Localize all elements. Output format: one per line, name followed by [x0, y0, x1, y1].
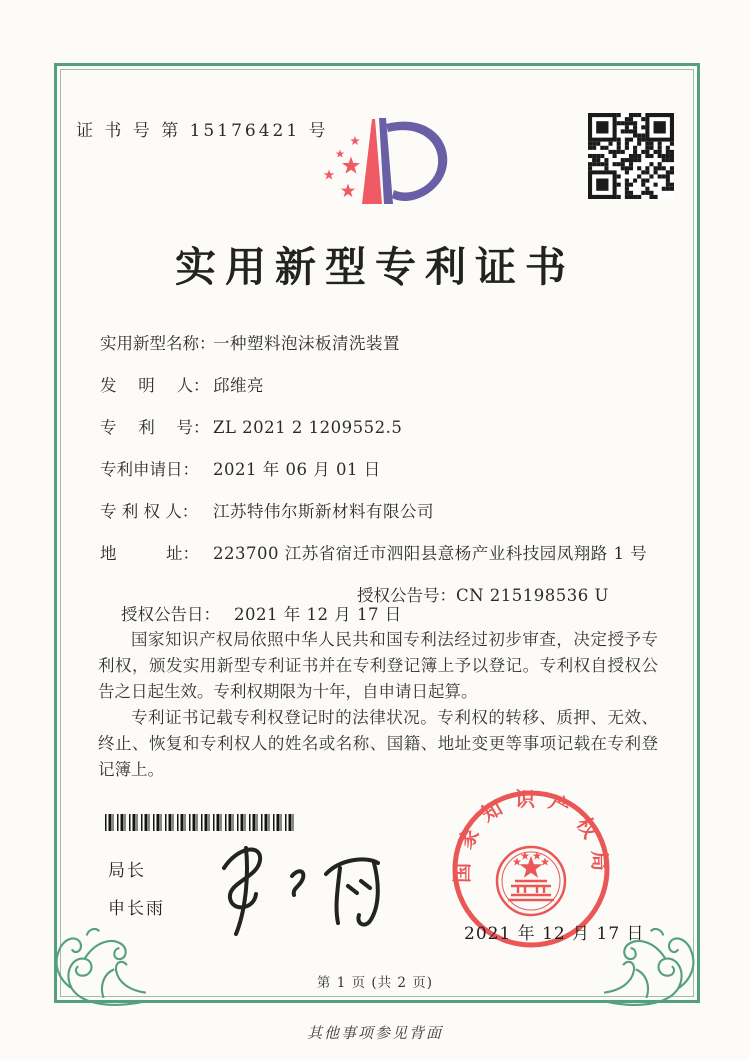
field-row-address — [100, 540, 660, 582]
corner-ornament-right — [604, 927, 710, 1017]
field-row-inventor — [100, 372, 660, 414]
director-signature — [208, 838, 403, 938]
director-name: 申长雨 — [108, 899, 165, 919]
field-row-name — [100, 330, 660, 372]
cnipa-logo-icon — [298, 110, 460, 220]
field-label: 专 利 权 人： — [100, 502, 199, 521]
field-list — [100, 330, 660, 624]
field-label: 地 址： — [100, 544, 199, 563]
field-value: 2021 年 12 月 17 日 — [233, 605, 402, 624]
field-label: 发 明 人： — [100, 376, 210, 395]
field-value: 2021 年 06 月 01 日 — [213, 460, 381, 479]
field-row-filing-date — [100, 456, 660, 498]
field-label: 实用新型名称： — [100, 334, 216, 353]
field-row-patent-no — [100, 414, 660, 456]
seal-date: 2021 年 12 月 17 日 — [464, 924, 645, 944]
legal-text — [98, 627, 658, 783]
field-value: 江苏特伟尔斯新材料有限公司 — [213, 502, 434, 521]
field-row-grant — [100, 582, 660, 624]
field-value: 223700 江苏省宿迁市泗阳县意杨产业科技园凤翔路 1 号 — [213, 544, 648, 563]
legal-paragraph: 专利证书记载专利权登记时的法律状况。专利权的转移、质押、无效、终止、恢复和专利权人的姓名或名称、国籍、地址变更等事项记载在专利登记簿上。 — [98, 708, 658, 779]
director-block — [108, 856, 165, 932]
field-value: 一种塑料泡沫板清洗装置 — [213, 334, 400, 353]
field-row-patentee — [100, 498, 660, 540]
barcode — [105, 814, 296, 831]
legal-paragraph: 国家知识产权局依照中华人民共和国专利法经过初步审查，决定授予专利权，颁发实用新型专利证书并在专利登记簿上予以登记。专利权自授权公告之日起生效。专利权期限为十年，自申请日起算。 — [98, 630, 658, 701]
field-label: 专 利 号： — [100, 418, 210, 437]
corner-ornament-left — [40, 927, 146, 1017]
director-title: 局长 — [108, 861, 146, 881]
field-value: 邱维亮 — [213, 376, 264, 395]
national-emblem-icon — [497, 847, 565, 915]
field-label: 授权公告日： — [120, 605, 220, 624]
field-label: 授权公告号： — [357, 586, 456, 605]
grant-number-pair — [357, 582, 609, 606]
certificate-title: 实用新型专利证书 — [175, 243, 575, 291]
seal-text: 国家知识产权局 — [449, 787, 613, 884]
field-value: CN 215198536 U — [456, 586, 609, 605]
qr-code — [588, 113, 674, 199]
page-number: 第 1 页 (共 2 页) — [316, 975, 434, 991]
certificate-number: 证 书 号 第 15176421 号 — [76, 121, 329, 141]
field-label: 专利申请日： — [100, 460, 199, 479]
footer-note: 其他事项参见背面 — [306, 1024, 443, 1042]
field-value: ZL 2021 2 1209552.5 — [213, 418, 403, 437]
